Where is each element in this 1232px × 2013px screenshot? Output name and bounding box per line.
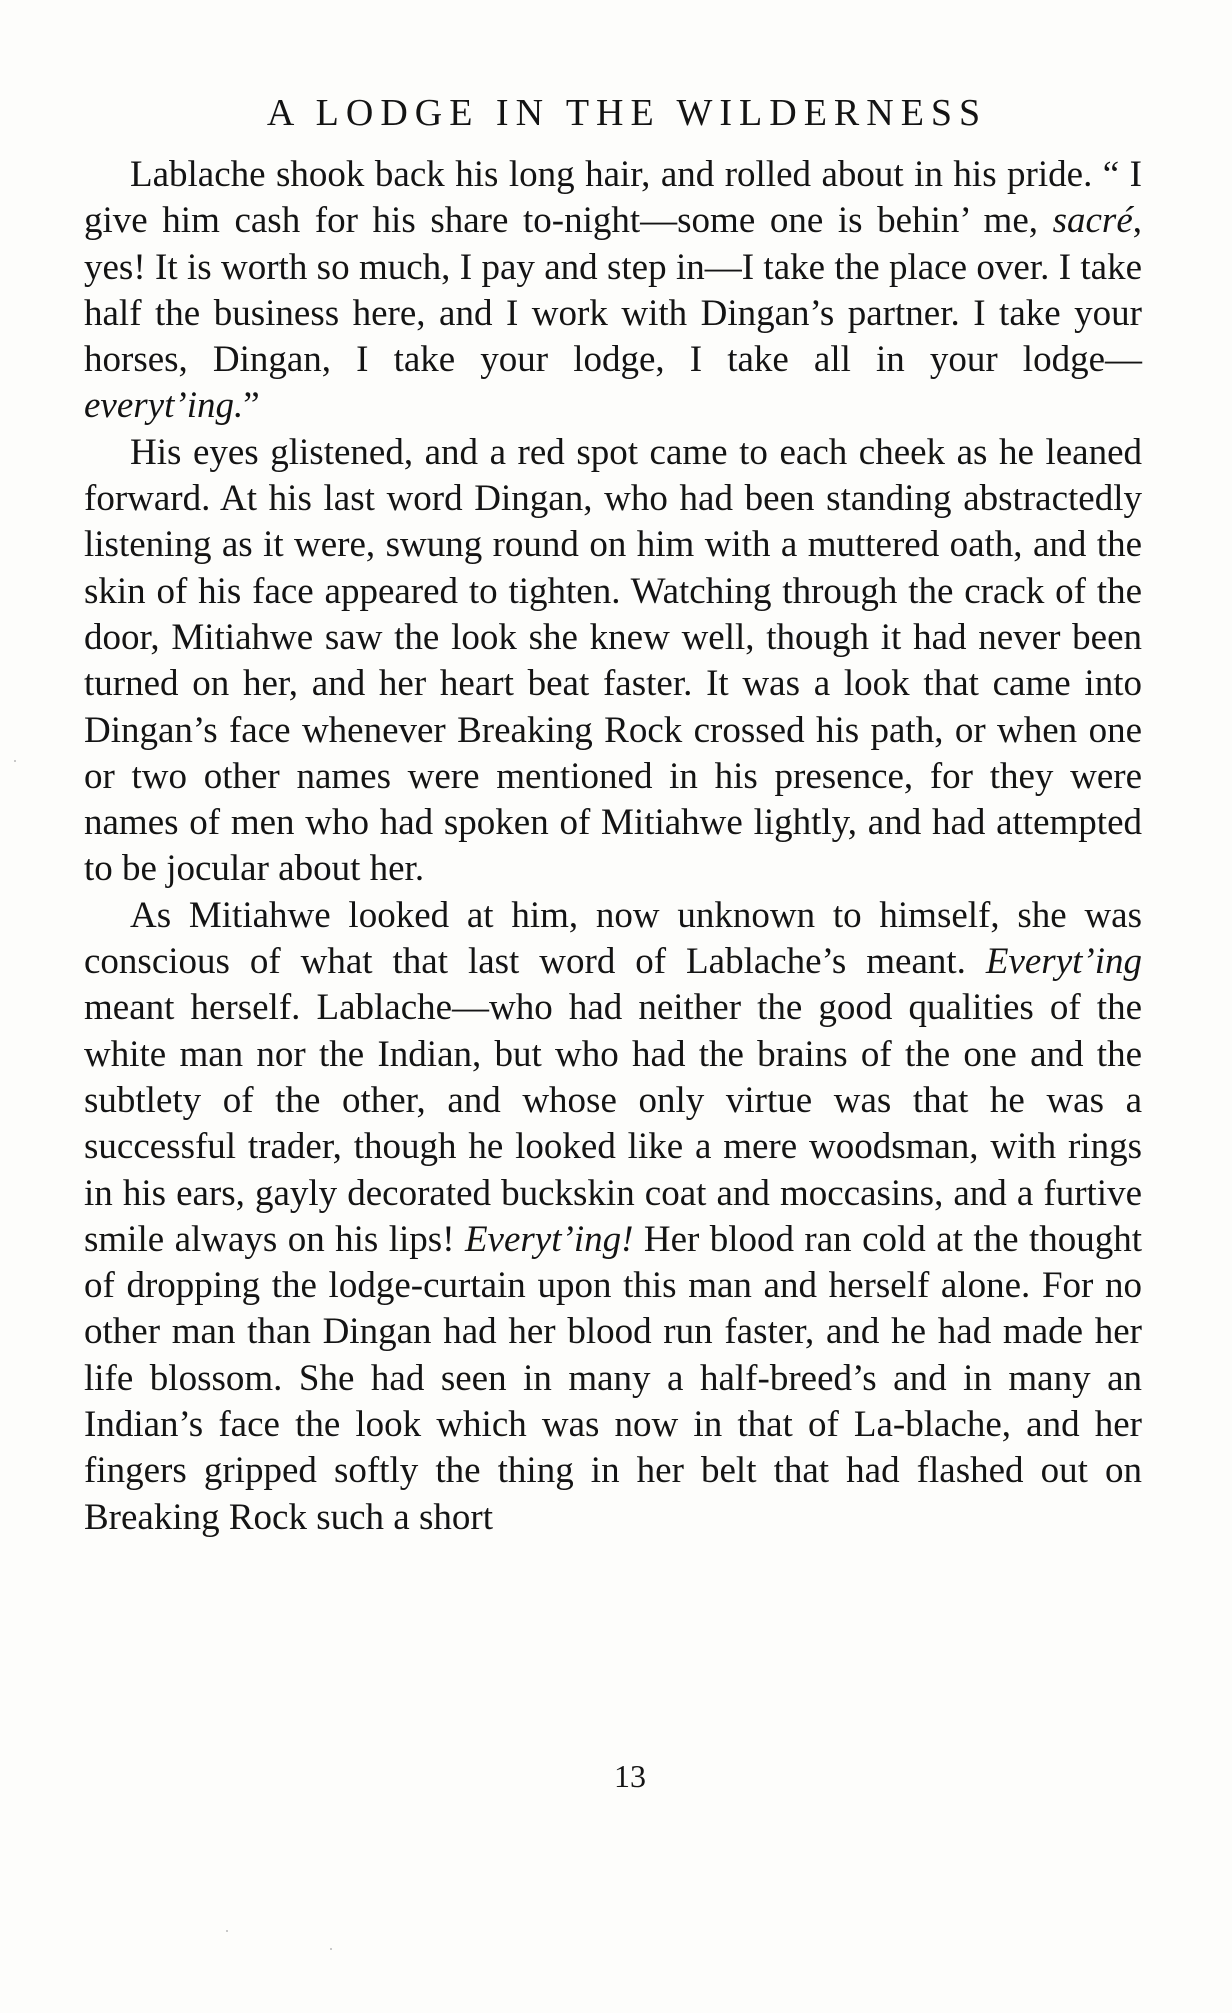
text-run: Her blood ran cold at the thought of dropping the lodge-curtain upon this man and herself alone. For no other man than Dingan had her blood run faster, and he had made her life blossom. She had seen in many a half-breed’s and in many an Indian’s face the look which was now in that of La-blache, and her fingers gripped softly the thing in her belt that had flashed out on Breaking Rock such a short [84,1218,1142,1538]
paper-speck [226,1930,228,1932]
paragraph [84,893,1142,1541]
book-page [84,88,1142,1541]
page-number: 13 [614,1758,646,1794]
text-run: ” [243,385,260,427]
text-run: His eyes glistened, and a red spot came to each cheek as he leaned forward. At his last word Dingan, who had been standing abstractedly listening as it were, swung round on him with a muttered oath, and the skin of his face appeared to tighten. Watching through the crack of the door, Mitiahwe saw the look she knew well, though it had never been turned on her, and her heart beat faster. It was a look that came into Dingan’s face whenever Breaking Rock crossed his path, or when one or two other names were mentioned in his presence, for they were names of men who had spoken of Mitiahwe lightly, and had attempted to be jocular about her. [84,431,1142,890]
paragraph [84,152,1142,430]
italic-text-run: Everyt’ing! [464,1218,634,1260]
body-text [84,152,1142,1541]
text-run: meant herself. Lablache—who had neither the good qualities of the white man nor the Indian, but who had the brains of the one and the subtlety of the other, and whose only virtue was that he was a successful trader, though he looked like a mere woodsman, with rings in his ears, gayly decorated buckskin coat and moccasins, and a furtive smile always on his lips! [84,987,1142,1260]
paper-speck [330,1948,332,1950]
text-run: , yes! It is worth so much, I pay and step in—I take the place over. I take half the business here, and I work with Dingan’s partner. I take your horses, Dingan, I take your lodge, I take all in your lodge— [84,200,1142,381]
italic-text-run: everyt’ing. [84,385,244,427]
running-head: A LODGE IN THE WILDERNESS [266,92,988,134]
text-run: As Mitiahwe looked at him, now unknown to himself, she was conscious of what that last word of Lablache’s meant. [84,894,1142,983]
italic-text-run: Everyt’ing [985,941,1142,983]
paragraph [84,430,1142,893]
paper-speck [14,760,16,762]
text-run: Lablache shook back his long hair, and rolled about in his pride. “ I give him cash for his share to-night—some one is behin’ me, [84,154,1142,242]
italic-text-run: sacré [1052,200,1133,242]
